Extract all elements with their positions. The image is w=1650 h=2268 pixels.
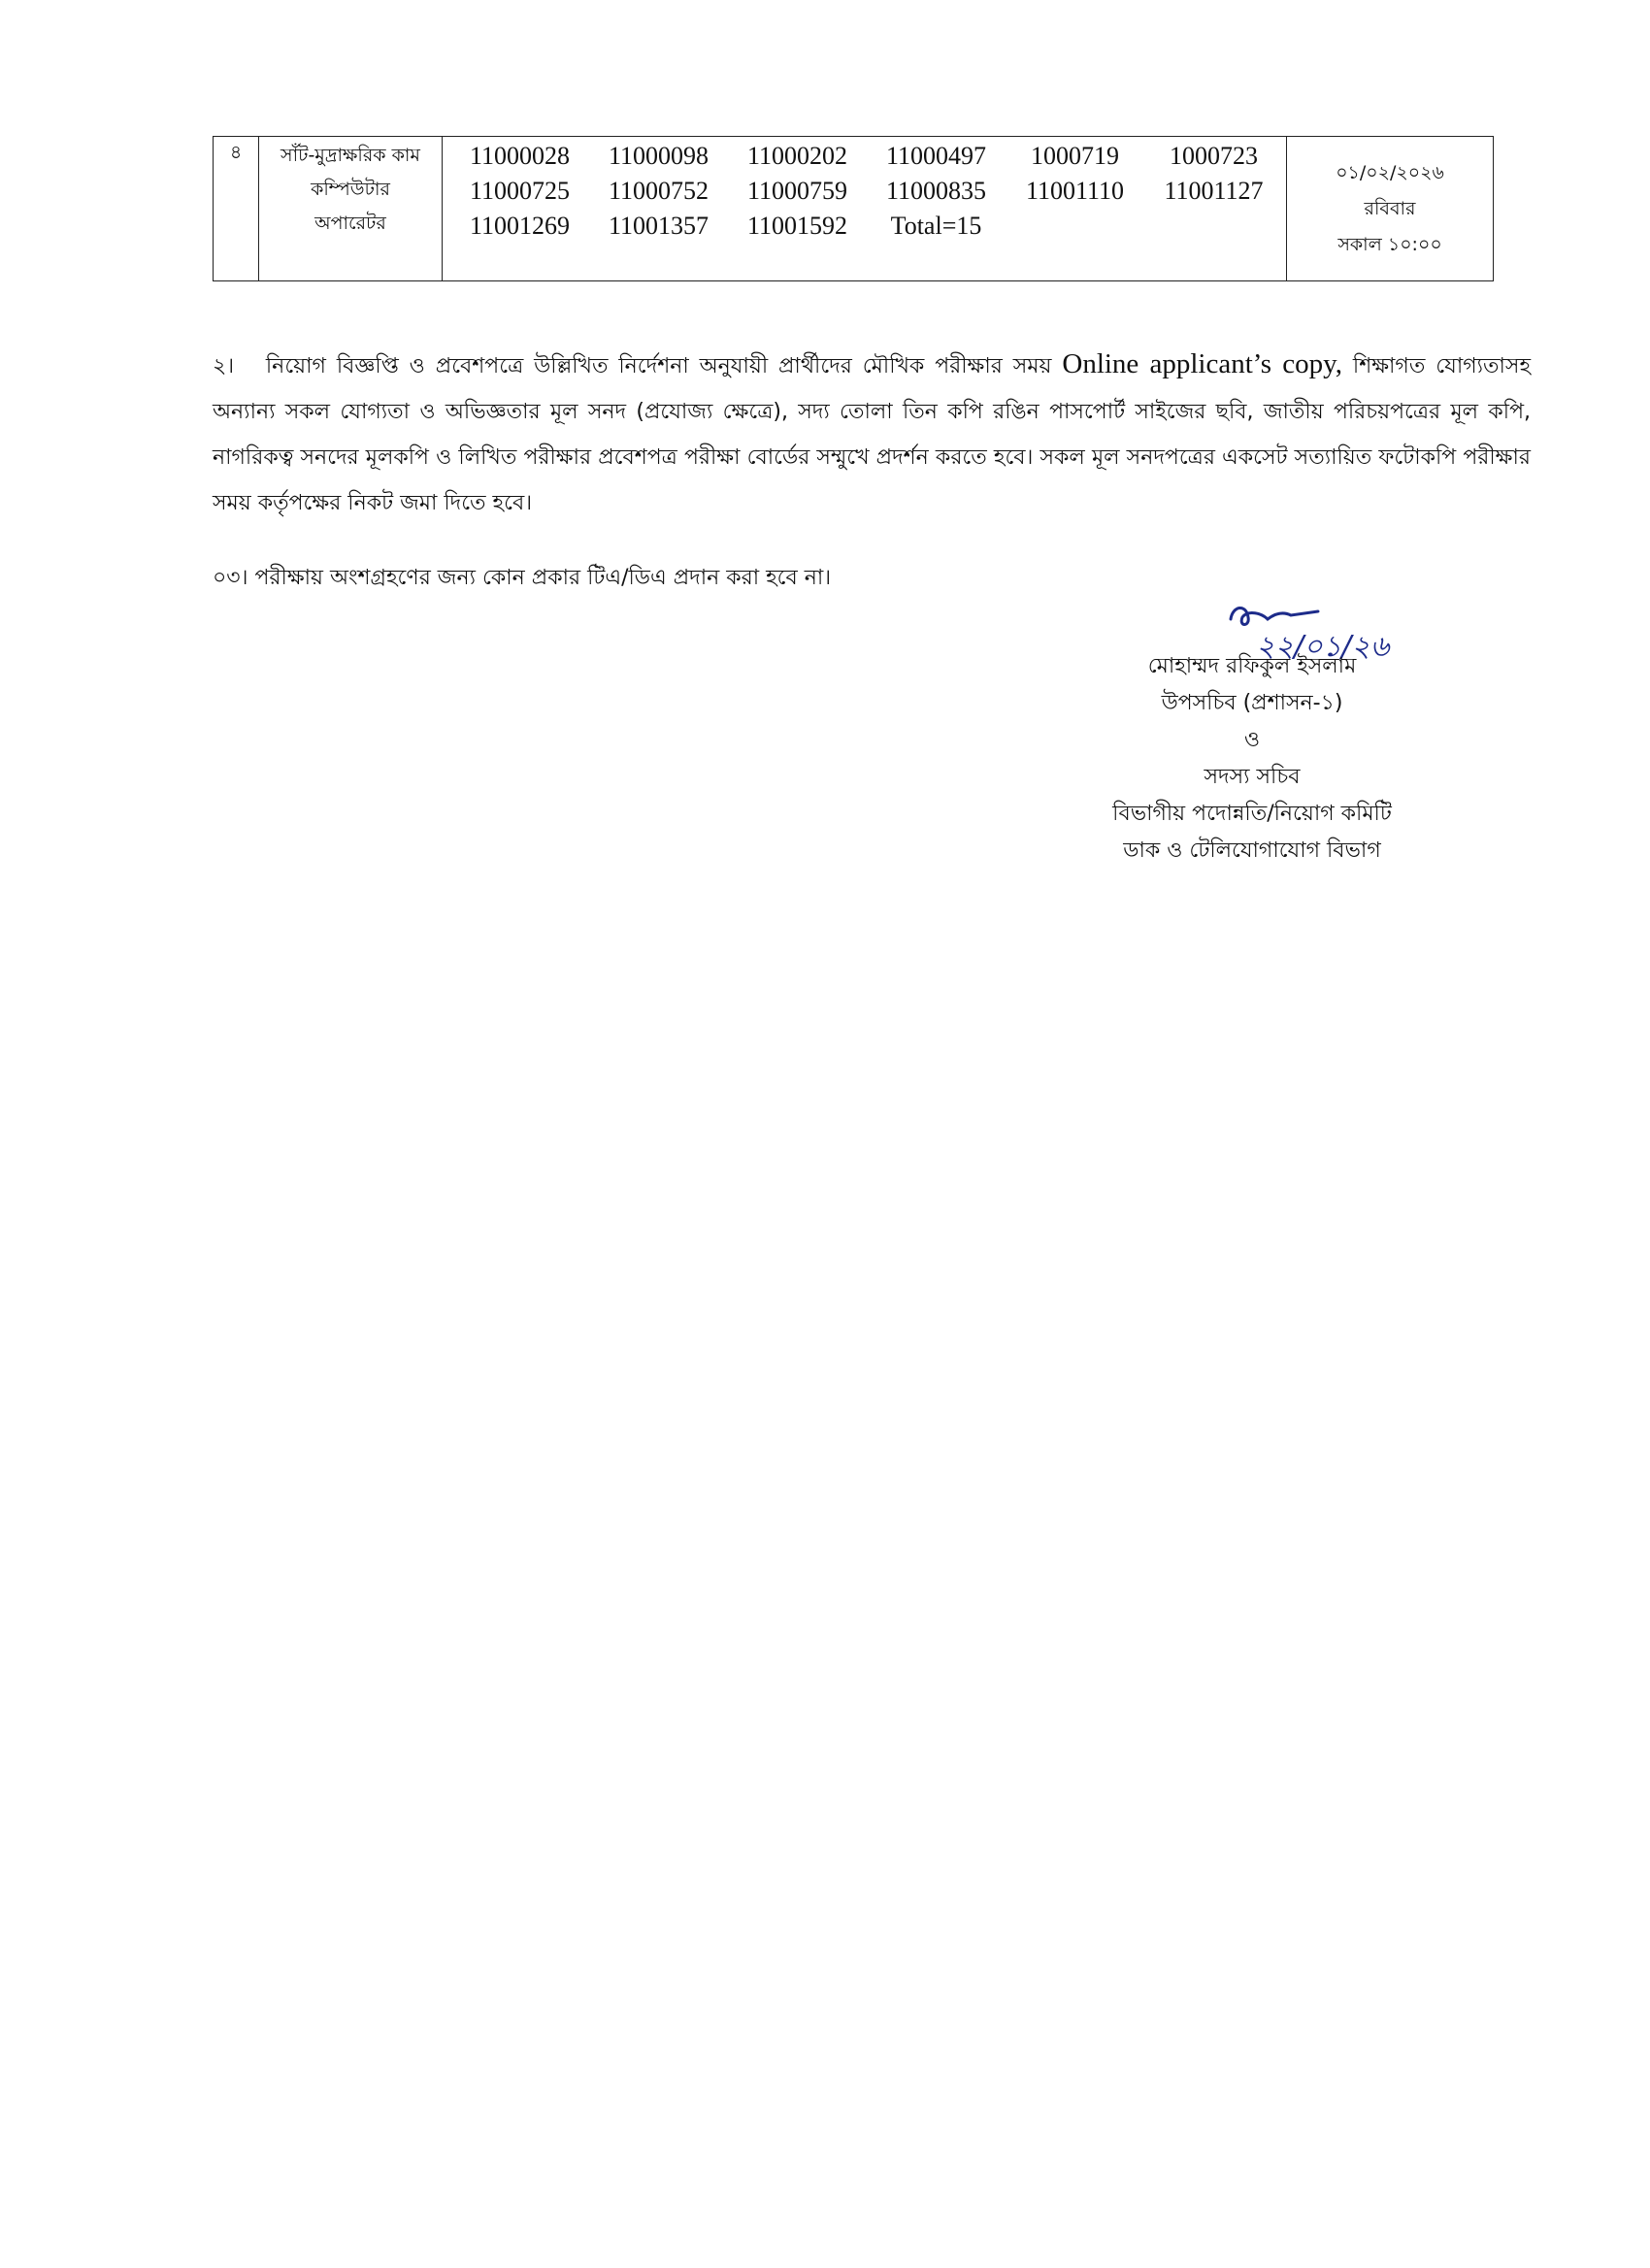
table-row: [214, 137, 1494, 281]
roll-number: 11000028: [469, 142, 571, 170]
exam-schedule-cell: [1287, 137, 1494, 281]
roll-number: 11000497: [885, 142, 987, 170]
roll-number: 11000759: [746, 177, 848, 205]
roll-number: 11001357: [608, 212, 710, 240]
roll-number: 11001592: [746, 212, 848, 240]
roll-number: 11001110: [1025, 177, 1125, 205]
signatory-name: মোহাম্মদ রফিকুল ইসলাম: [1147, 654, 1357, 678]
exam-date: ০১/০২/২০২৬: [1336, 161, 1444, 183]
roll-total: Total=15: [890, 212, 982, 240]
english-phrase: Online applicant’s copy,: [1062, 348, 1342, 379]
paragraph-number: ২।: [213, 354, 235, 378]
roll-number: 11000725: [469, 177, 571, 205]
signatory-committee: বিভাগীয় পদোন্নতি/নিয়োগ কমিটি: [1112, 802, 1392, 826]
roll-number: 11001269: [469, 212, 571, 240]
paragraph-text: পরীক্ষায় অংশগ্রহণের জন্য কোন প্রকার টিএ/ডিএ প্রদান করা হবে না।: [254, 566, 832, 590]
signatory-conjunction: ও: [1243, 728, 1261, 752]
handwritten-date: ২২/০১/২৬: [1256, 630, 1390, 664]
roll-numbers-cell: [443, 137, 1287, 281]
signature-block: [1048, 648, 1456, 870]
signatory-designation: উপসচিব (প্রশাসন-১): [1161, 691, 1343, 715]
signatory-division: ডাক ও টেলিযোগাযোগ বিভাগ: [1123, 838, 1381, 863]
post-name-line: সাঁট-মুদ্রাক্ষরিক কাম: [280, 145, 420, 166]
paragraph-text: শিক্ষাগত যোগ্যতাসহ অন্যান্য সকল যোগ্যতা ও অভিজ্ঞতার মূল সনদ (প্রযোজ্য ক্ষেত্রে), সদ্য তোলা তিন কপি রঙিন পাসপোর্ট সাইজের ছবি, জাতীয় পরিচয়পত্রের মূল কপি, নাগরিকত্ব সনদের মূলকপি ও লিখিত পরীক্ষার প্রবেশপত্র পরীক্ষা বোর্ডের সম্মুখে প্রদর্শন করতে হবে। সকল মূল সনদপত্রের একসেট সত্যায়িত ফটোকপি পরীক্ষার সময় কর্তৃপক্ষের নিকট জমা দিতে হবে।: [213, 354, 1532, 515]
exam-time: সকাল ১০:০০: [1337, 233, 1442, 255]
roll-number: 1000719: [1031, 142, 1119, 170]
roll-number: 11000752: [608, 177, 710, 205]
roll-number-grid: [450, 137, 1286, 244]
post-name-line: অপারেটর: [314, 213, 386, 234]
exam-day: রবিবার: [1364, 197, 1416, 219]
roll-number: 11001127: [1164, 177, 1264, 205]
paragraph-text: নিয়োগ বিজ্ঞপ্তি ও প্রবেশপত্রে উল্লিখিত নির্দেশনা অনুযায়ী প্রার্থীদের মৌখিক পরীক্ষার সময়: [265, 354, 1052, 378]
signatory-role: সদস্য সচিব: [1204, 765, 1301, 789]
roll-number: 1000723: [1170, 142, 1258, 170]
paragraph-number: ০৩।: [213, 566, 248, 590]
exam-schedule-table: [213, 136, 1494, 281]
roll-number: 11000835: [885, 177, 987, 205]
roll-number: 11000098: [608, 142, 710, 170]
instruction-paragraph-2: [213, 342, 1531, 526]
post-name-line: কম্পিউটার: [311, 179, 390, 200]
serial-number-cell: ৪: [214, 137, 259, 281]
post-name-cell: [259, 137, 443, 281]
roll-number: 11000202: [746, 142, 848, 170]
